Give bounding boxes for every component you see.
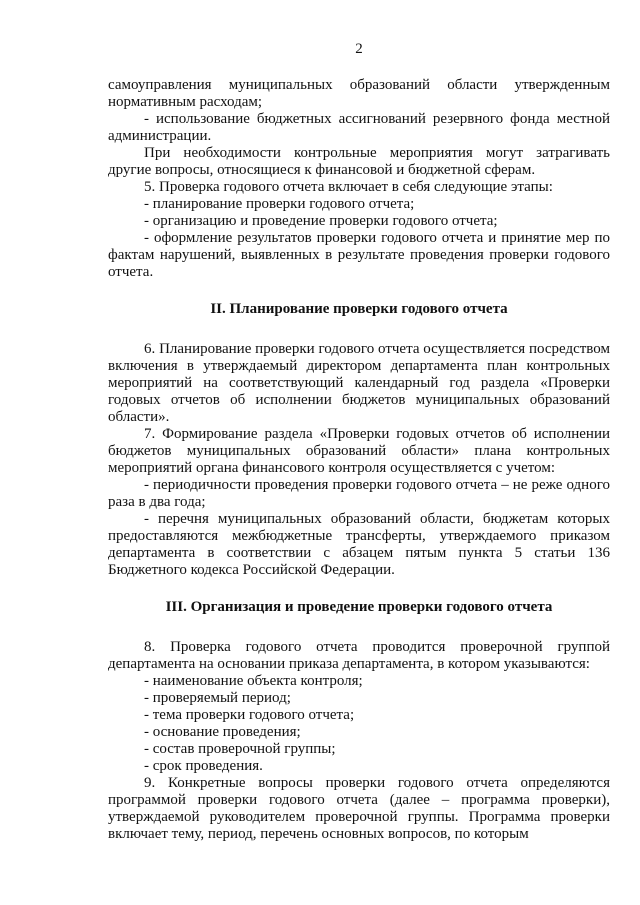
- list-item: - оформление результатов проверки годового отчета и принятие мер по фактам нарушений, выявленных в результате проведения проверки годового отчета.: [108, 230, 610, 280]
- page-number: 2: [355, 41, 363, 57]
- list-item: - проверяемый период;: [144, 690, 291, 706]
- paragraph: 6. Планирование проверки годового отчета осуществляется посредством включения в утверждаемый директором департамента план контрольных мероприятий на соответствующий календарный год раздела «Проверки годовых отчетов об исполнении бюджетов муниципальных образований области».: [108, 341, 610, 425]
- list-item: - планирование проверки годового отчета;: [144, 196, 415, 212]
- list-item: - состав проверочной группы;: [144, 741, 336, 757]
- paragraph: 5. Проверка годового отчета включает в себя следующие этапы:: [144, 179, 553, 195]
- paragraph: 7. Формирование раздела «Проверки годовых отчетов об исполнении бюджетов муниципальных образований области» плана контрольных мероприятий органа финансового контроля осуществляется с учетом:: [108, 426, 610, 476]
- list-item: - наименование объекта контроля;: [144, 673, 363, 689]
- list-item: - перечня муниципальных образований области, бюджетам которых предоставляются межбюджетные трансферты, утверждаемого приказом департамента в соответствии с абзацем пятым пункта 5 статьи 136 Бюджетного кодекса Российской Федерации.: [108, 511, 610, 578]
- paragraph: - использование бюджетных ассигнований резервного фонда местной администрации.: [108, 111, 610, 144]
- paragraph: 8. Проверка годового отчета проводится проверочной группой департамента на основании приказа департамента, в котором указываются:: [108, 639, 610, 672]
- list-item: - тема проверки годового отчета;: [144, 707, 355, 723]
- paragraph: 9. Конкретные вопросы проверки годового отчета определяются программой проверки годового отчета (далее – программа проверки), утверждаемой руководителем проверочной группы. Программа проверки включает тему, период, перечень основных вопросов, по которым: [108, 775, 610, 842]
- list-item: - срок проведения.: [144, 758, 263, 774]
- list-item: - основание проведения;: [144, 724, 301, 740]
- section-heading: III. Организация и проведение проверки годового отчета: [165, 599, 553, 615]
- list-item: - организацию и проведение проверки годового отчета;: [144, 213, 498, 229]
- paragraph: самоуправления муниципальных образований области утвержденным нормативным расходам;: [108, 77, 610, 110]
- paragraph: При необходимости контрольные мероприятия могут затрагивать другие вопросы, относящиеся к финансовой и бюджетной сферам.: [108, 145, 610, 178]
- list-item: - периодичности проведения проверки годового отчета – не реже одного раза в два года;: [108, 477, 610, 510]
- section-heading: II. Планирование проверки годового отчета: [210, 301, 508, 317]
